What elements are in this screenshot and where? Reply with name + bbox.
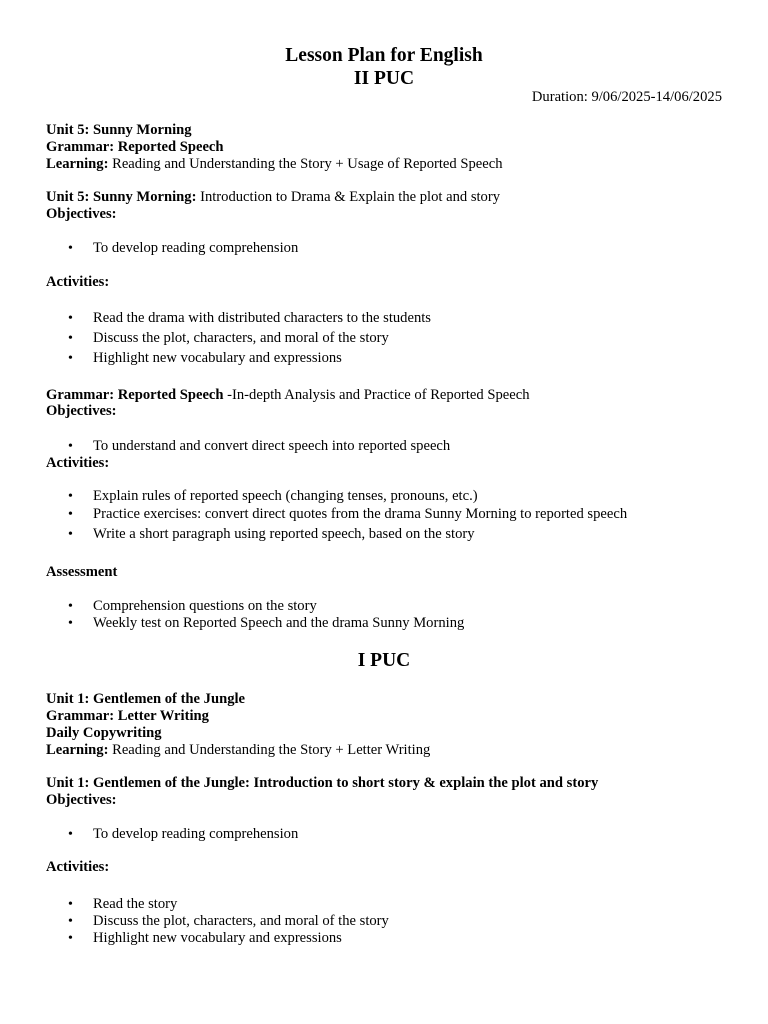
- activities-label: Activities:: [46, 859, 110, 875]
- unit-line: Unit 1: Gentlemen of the Jungle: [46, 691, 246, 707]
- list-item-text: Read the drama with distributed characters to the students: [93, 310, 431, 326]
- section-heading: I PUC: [357, 650, 411, 671]
- list-item-text: Discuss the plot, characters, and moral of the story: [93, 330, 389, 346]
- list-item-text: Write a short paragraph using reported speech, based on the story: [93, 526, 475, 542]
- list-item-text: Weekly test on Reported Speech and the drama Sunny Morning: [93, 615, 465, 631]
- block-heading: Unit 1: Gentlemen of the Jungle: Introduction to short story & explain the plot and story: [46, 775, 599, 791]
- list-item-text: Highlight new vocabulary and expressions: [93, 350, 342, 366]
- unit-line: Unit 5: Sunny Morning: [46, 122, 192, 138]
- block-heading: [46, 387, 530, 404]
- block-heading-text: -In-depth Analysis and Practice of Reported Speech: [223, 387, 530, 403]
- bullet-icon: •: [68, 931, 73, 946]
- list-item-text: Highlight new vocabulary and expressions: [93, 930, 342, 946]
- learning-text: Reading and Understanding the Story + Letter Writing: [108, 742, 431, 758]
- bullet-icon: •: [68, 897, 73, 912]
- activities-label: Activities:: [46, 455, 110, 471]
- bullet-icon: •: [68, 241, 73, 256]
- activities-label: Activities:: [46, 274, 110, 290]
- learning-line: [46, 742, 430, 759]
- document-subtitle: II PUC: [353, 68, 415, 89]
- bullet-icon: •: [68, 439, 73, 454]
- bullet-icon: •: [68, 599, 73, 614]
- bullet-icon: •: [68, 527, 73, 542]
- list-item-text: To understand and convert direct speech into reported speech: [93, 438, 451, 454]
- learning-text: Reading and Understanding the Story + Usage of Reported Speech: [108, 156, 503, 172]
- block-heading: [46, 189, 500, 206]
- block-heading-bold: Unit 5: Sunny Morning:: [46, 189, 197, 205]
- block-heading-text: Introduction to Drama & Explain the plot and story: [196, 189, 501, 205]
- objectives-label: Objectives:: [46, 403, 117, 419]
- bullet-icon: •: [68, 311, 73, 326]
- list-item-text: Explain rules of reported speech (changing tenses, pronouns, etc.): [93, 488, 478, 504]
- grammar-line: Grammar: Letter Writing: [46, 708, 209, 724]
- learning-label: Learning:: [46, 156, 109, 172]
- list-item-text: Comprehension questions on the story: [93, 598, 317, 614]
- list-item-text: Practice exercises: convert direct quotes from the drama Sunny Morning to reported speech: [93, 506, 628, 522]
- copywriting-line: Daily Copywriting: [46, 725, 162, 741]
- list-item-text: Read the story: [93, 896, 178, 912]
- bullet-icon: •: [68, 616, 73, 631]
- bullet-icon: •: [68, 331, 73, 346]
- document-title: Lesson Plan for English: [285, 45, 483, 66]
- duration-line: Duration: 9/06/2025-14/06/2025: [531, 89, 722, 105]
- bullet-icon: •: [68, 489, 73, 504]
- bullet-icon: •: [68, 827, 73, 842]
- list-item-text: To develop reading comprehension: [93, 826, 299, 842]
- learning-line: [46, 156, 503, 173]
- assessment-label: Assessment: [46, 564, 118, 580]
- objectives-label: Objectives:: [46, 792, 117, 808]
- objectives-label: Objectives:: [46, 206, 117, 222]
- block-heading-bold: Grammar: Reported Speech: [46, 387, 224, 403]
- list-item-text: To develop reading comprehension: [93, 240, 299, 256]
- grammar-line: Grammar: Reported Speech: [46, 139, 224, 155]
- bullet-icon: •: [68, 507, 73, 522]
- bullet-icon: •: [68, 914, 73, 929]
- learning-label: Learning:: [46, 742, 109, 758]
- list-item-text: Discuss the plot, characters, and moral of the story: [93, 913, 389, 929]
- bullet-icon: •: [68, 351, 73, 366]
